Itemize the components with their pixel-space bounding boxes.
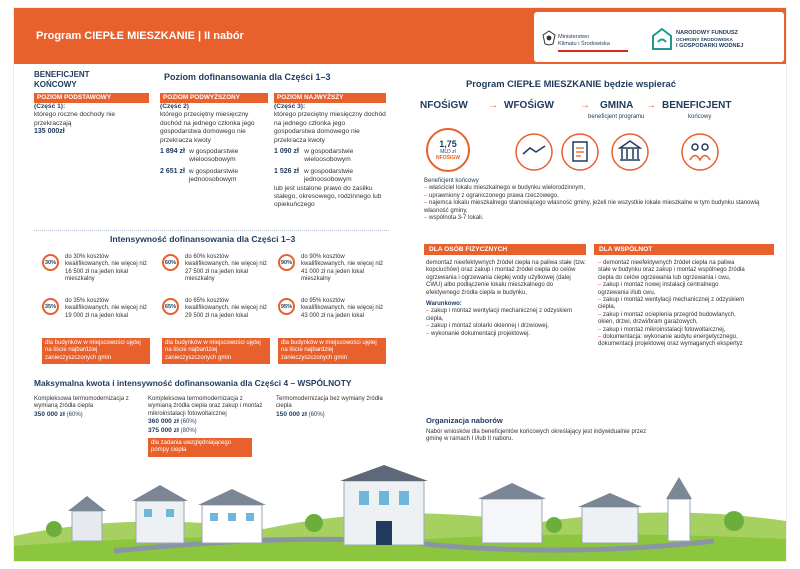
main-building-icon (340, 465, 428, 545)
fund-line3: I GOSPODARKI WODNEJ (676, 43, 744, 50)
fund-line1: NARODOWY FUNDUSZ (676, 30, 739, 36)
polluted-note: dla budynków w miejscowości ujętej na liście najbardziej zanieczyszczonych gmin (278, 338, 386, 364)
eagle-emblem-icon (542, 30, 556, 46)
level-raised-label: POZIOM PODWYŻSZONY (160, 93, 268, 103)
intensity-title: Intensywność dofinansowania dla Części 1–3 (110, 234, 296, 244)
church-icon (666, 477, 692, 541)
polluted-note: dla budynków w miejscowości ujętej na liście najbardziej zanieczyszczonych gmin (42, 338, 150, 364)
flow-step: BENEFICJENT (662, 100, 732, 111)
apartment-building-icon (478, 483, 546, 543)
funding-flow (418, 100, 778, 130)
level-highest-note2: w gospodarstwie jednoosobowym (303, 167, 354, 184)
apartment-building-icon (578, 493, 642, 543)
page-title: Program CIEPŁE MIESZKANIE | II nabór (36, 30, 244, 42)
header-bar (14, 8, 786, 64)
level-highest-extra: lub jest ustalone prawo do zasiłku stałego, okresowego, rodzinnego lub opiekuńczego (274, 184, 382, 209)
arrow-right-icon: → (488, 100, 498, 111)
list-item: – wspólnota 3-7 lokali. (424, 215, 774, 222)
ministry-line2: Klimatu i Środowiska (558, 40, 610, 47)
arrow-right-icon: → (580, 100, 590, 111)
part4-pct: (60%) (66, 411, 83, 418)
part4-option-title: Termomodernizacja bez wymiany źródła ciepła (276, 396, 383, 410)
budget-source: NFOŚiGW (436, 155, 460, 161)
fund-line2: OCHRONY ŚRODOWISKA (676, 36, 733, 42)
intensity-item (42, 298, 152, 320)
town-landscape-illustration (14, 441, 786, 561)
beneficiary-title: BENEFICJENT KOŃCOWY (34, 70, 90, 89)
level-highest-label: POZIOM NAJWYŻSZY (274, 93, 386, 103)
budget-amount: 1,75 (439, 139, 457, 149)
ministry-line1: Ministerstwo (558, 34, 590, 40)
intensity-grid (34, 250, 394, 370)
level-highest-note1: w gospodarstwie wieloosobowym (304, 148, 354, 164)
community-header: DLA WSPÓLNOT (594, 244, 774, 255)
list-item: – uprawniony z ograniczonego prawa rzeczowego, (424, 193, 774, 200)
level-highest-part: (Część 3): (274, 103, 306, 110)
level-raised-desc: którego przeciętny miesięczny dochód na jednego członka jego gospodarstwa domowego nie przekracza kwoty (160, 111, 255, 144)
intensity-item (278, 254, 390, 284)
handshake-icon (514, 132, 554, 172)
part4-option (276, 396, 386, 419)
intensity-text: do 65% kosztów kwalifikowanych, nie więcej niż 29 500 zł na jeden lokal (185, 298, 268, 319)
part4-amount2: 375 000 zł (148, 426, 179, 434)
persons-conditional: Warunkowo: (426, 301, 462, 308)
list-item: – wykonanie dokumentacji projektowej. (426, 331, 588, 338)
community-block (598, 260, 748, 349)
apartment-building-icon (198, 489, 266, 543)
beneficiaries-block (424, 178, 774, 222)
family-icon (680, 132, 720, 172)
part4-pct: (60%) (180, 419, 197, 426)
org-title: Organizacja naborów (426, 416, 503, 425)
list-item: – zakup i montaż wentylacji mechanicznej z odzyskiem ciepła, (598, 297, 748, 312)
part4-amount: 360 000 zł (148, 418, 179, 426)
ministry-flag-bar (558, 50, 628, 52)
list-item: – demontaż nieefektywnych źródeł ciepła na paliwa stałe w budynku oraz zakup i montaż wspólnego źródła ciepła do celów ogrzewania lub ogrzewania i cwu, (598, 260, 748, 282)
percent-badge: 65% (162, 298, 179, 315)
persons-main: demontaż nieefektywnych źródeł ciepła na paliwa stałe (tzw. kopciuchów) oraz zakup i montaż źródeł ciepła do celów ogrzewania i ogrzewania ciepłej wody użytkowej (dalej CWU) albo podłączenie lokalu mieszkalnego do efektywnego źródła ciepła w budynku, (426, 260, 586, 296)
flyer-page (14, 8, 786, 561)
levels-title: Poziom dofinansowania dla Części 1–3 (164, 72, 331, 82)
part4-option-title: Kompleksowa termomodernizacja z wymianą źródła ciepła (34, 396, 129, 410)
level-raised-amount2: 2 651 zł (160, 167, 185, 175)
level-raised (160, 93, 268, 185)
level-highest-amount1: 1 090 zł (274, 148, 299, 156)
intensity-text: do 30% kosztów kwalifikowanych, nie więcej niż 16 500 zł na jeden lokal mieszkalny (65, 254, 148, 283)
document-icon (560, 132, 600, 172)
intensity-item (42, 254, 152, 284)
beneficiaries-label: Beneficjent końcowy (424, 178, 479, 184)
house-icon (68, 496, 106, 541)
list-item: – zakup i montaż stolarki okiennej i drzwiowej, (426, 323, 588, 330)
logos-panel (534, 12, 784, 62)
list-item: – zakup i montaż mikroinstalacji fotowoltaicznej, (598, 327, 748, 334)
flow-sub-ben: końcowy (688, 114, 712, 120)
list-item: – zakup i montaż wentylacji mechanicznej z odzyskiem ciepła, (426, 308, 588, 323)
level-highest-amount2: 1 526 zł (274, 167, 299, 175)
town-hall-icon (610, 132, 650, 172)
flow-step: WFOŚiGW (504, 100, 554, 111)
flow-step: NFOŚiGW (420, 100, 468, 111)
support-title: Program CIEPŁE MIESZKANIE będzie wspierać (466, 78, 676, 89)
nfosigw-logo-icon (652, 28, 672, 50)
flow-sub-gmina: beneficjent programu (588, 114, 645, 120)
intensity-text: do 35% kosztów kwalifikowanych, nie więcej niż 19 000 zł na jeden lokal (65, 298, 148, 319)
budget-circle (426, 128, 470, 172)
level-raised-part: (Część 2) (160, 103, 189, 110)
list-item: – właściciel lokalu mieszkalnego w budynku wielorodzinnym, (424, 185, 774, 192)
intensity-item (278, 298, 390, 320)
persons-block (426, 260, 588, 338)
list-item: – dokumentacja: wykonanie audytu energetycznego, dokumentacji projektowej oraz wymaganych ekspertyz (598, 334, 748, 349)
percent-badge: 60% (162, 254, 179, 271)
percent-badge: 35% (42, 298, 59, 315)
level-basic (34, 93, 149, 137)
org-text: Nabór wniosków dla beneficjentów końcowych określający jest indywidualnie przez gminę w ramach I i/lub II naboru. (426, 429, 647, 443)
level-highest (274, 93, 386, 210)
list-item: – najemca lokalu mieszkalnego stanowiącego własność gminy, jeżeli nie wszystkie lokale mieszkalne w tym budynku stanowią własność gminy, (424, 200, 774, 215)
part4-pct2: (80%) (180, 427, 197, 434)
intensity-text: do 90% kosztów kwalifikowanych, nie więcej niż 41 000 zł na jeden lokal mieszkalny (301, 254, 384, 283)
part4-title: Maksymalna kwota i intensywność dofinansowania dla Części 4 – WSPÓLNOTY (34, 378, 352, 388)
intensity-item (162, 254, 272, 284)
level-basic-part: (Część 1): (34, 103, 66, 110)
apartment-building-icon (132, 485, 188, 543)
percent-badge: 90% (278, 254, 295, 271)
level-basic-label: POZIOM PODSTAWOWY (34, 93, 149, 103)
intensity-text: do 95% kosztów kwalifikowanych, nie więcej niż 43 000 zł na jeden lokal (301, 298, 384, 319)
persons-header: DLA OSÓB FIZYCZNYCH (424, 244, 586, 255)
arrow-right-icon: → (646, 100, 656, 111)
level-basic-amount: 135 000zł (34, 128, 65, 136)
intensity-text: do 60% kosztów kwalifikowanych, nie więcej niż 27 500 zł na jeden lokal mieszkalny (185, 254, 268, 283)
list-item: – zakup i montaż ocieplenia przegród budowlanych, okien, drzwi, drzwi/bram garażowych, (598, 312, 748, 327)
flow-step: GMINA (600, 100, 634, 111)
percent-badge: 30% (42, 254, 59, 271)
level-basic-desc: którego roczne dochody nie przekraczają (34, 111, 116, 127)
level-highest-desc: którego przeciętny miesięczny dochód na jednego członka jego gospodarstwa domowego nie przekracza kwoty (274, 111, 386, 144)
level-raised-amount1: 1 894 zł (160, 148, 185, 156)
polluted-note: dla budynków w miejscowości ujętej na liście najbardziej zanieczyszczonych gmin (162, 338, 270, 364)
part4-option-title: Kompleksowa termomodernizacja z wymianą źródła ciepła oraz zakup i montaż mikroinstalacji fotowoltaicznej (148, 396, 263, 417)
level-raised-note2: w gospodarstwie jednoosobowym (188, 167, 239, 184)
level-raised-note1: w gospodarstwie wieloosobowym (189, 148, 239, 164)
percent-badge: 95% (278, 298, 295, 315)
part4-amount: 350 000 zł (34, 410, 65, 418)
part4-option (34, 396, 144, 419)
divider (34, 230, 389, 231)
part4-amount: 150 000 zł (276, 410, 307, 418)
list-item: – zakup i montaż nowej instalacji centralnego ogrzewania i/lub cwu, (598, 282, 748, 297)
part4-pct: (60%) (308, 411, 325, 418)
intensity-item (162, 298, 272, 320)
budget-unit: MLD zł (440, 149, 456, 155)
heat-pump-note: dla zadania uwzględniającego pompy ciepła (148, 438, 252, 457)
